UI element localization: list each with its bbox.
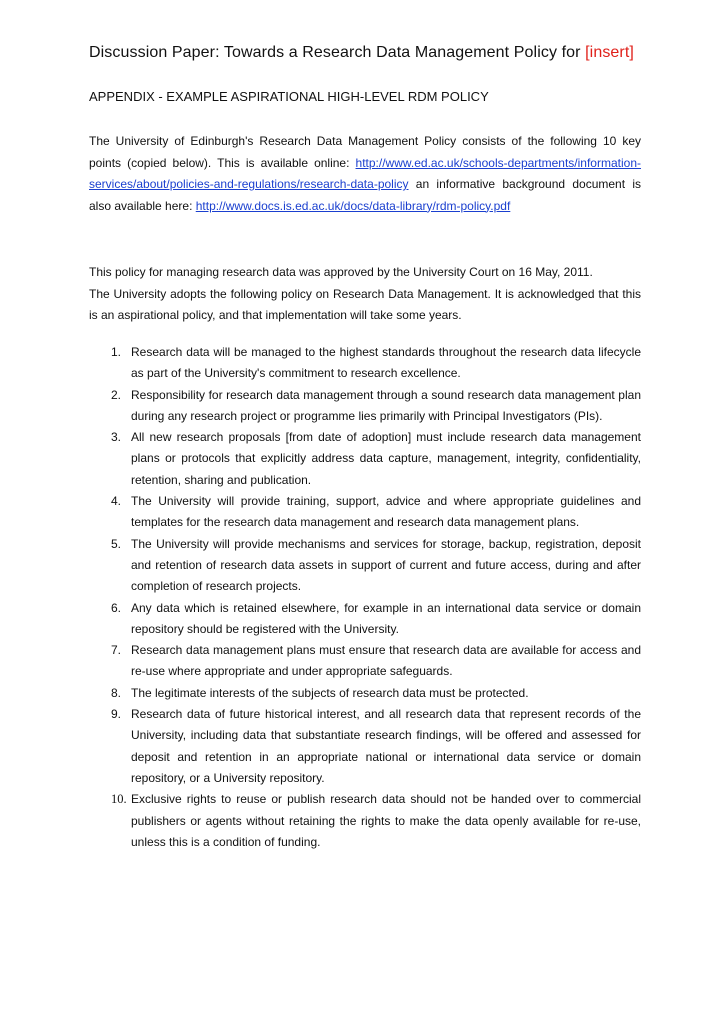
title-main-text: Discussion Paper: Towards a Research Data Management Policy for xyxy=(89,44,586,61)
policy-item xyxy=(89,704,641,789)
policy-item-text: Research data of future historical interest, and all research data that represent records of the University, including data that substantiate research findings, will be offered and assessed for deposit and retention in an appropriate national or international data service or domain repository, or a University repository. xyxy=(131,707,641,785)
policy-item-text: The University will provide training, support, advice and where appropriate guidelines and templates for the research data management and research data management plans. xyxy=(131,494,641,530)
appendix-heading: APPENDIX - EXAMPLE ASPIRATIONAL HIGH-LEVEL RDM POLICY xyxy=(89,89,489,104)
policy-item-text: Research data will be managed to the highest standards throughout the research data lifecycle as part of the University's commitment to research excellence. xyxy=(131,345,641,381)
policy-item xyxy=(89,534,641,598)
policy-item-text: The University will provide mechanisms and services for storage, backup, registration, deposit and retention of research data assets in support of current and future access, during and after completion of research projects. xyxy=(131,536,641,594)
policy-item-number: 1. xyxy=(111,345,122,359)
policy-item-number: 6. xyxy=(111,600,122,615)
policy-link[interactable]: http://www.ed.ac.uk/schools-departments/information-services/about/policies-and-regulations/research-data-policy xyxy=(89,155,641,191)
policy-item xyxy=(89,427,641,491)
policy-item xyxy=(89,683,641,704)
adoption-statement: The University adopts the following policy on Research Data Management. It is acknowledged that this is an aspirational policy, and that implementation will take some years. xyxy=(89,286,641,322)
policy-item-text: Exclusive rights to reuse or publish research data should not be handed over to commercial publishers or agents without retaining the rights to make the data openly available for re-use, unless this is a condition of funding. xyxy=(131,792,641,849)
intro-text-1: The University of Edinburgh's Research Data Management Policy consists of the following 10 key points (copied below). This is available online: xyxy=(89,134,641,170)
policy-item-text: Responsibility for research data management through a sound research data management plan during any research project or programme lies primarily with Principal Investigators (PIs). xyxy=(131,387,641,423)
policy-list xyxy=(89,342,641,853)
policy-item-number: 7. xyxy=(111,643,122,658)
policy-item xyxy=(89,385,641,428)
policy-item xyxy=(89,598,641,641)
approval-line: This policy for managing research data was approved by the University Court on 16 May, 2011. xyxy=(89,265,593,279)
policy-item xyxy=(89,640,641,683)
policy-item-text: Any data which is retained elsewhere, for example in an international data service or domain repository should be registered with the University. xyxy=(131,600,641,636)
policy-item-number: 9. xyxy=(111,707,122,722)
policy-item-number: 5. xyxy=(111,536,122,551)
policy-item-text: Research data management plans must ensure that research data are available for access and re-use where appropriate and under appropriate safeguards. xyxy=(131,643,641,679)
intro-paragraph xyxy=(89,131,641,217)
background-document-link[interactable]: http://www.docs.is.ed.ac.uk/docs/data-library/rdm-policy.pdf xyxy=(195,198,511,213)
policy-item xyxy=(89,342,641,385)
title-insert-placeholder: [insert] xyxy=(585,44,634,61)
policy-item xyxy=(89,491,641,534)
policy-item-number: 4. xyxy=(111,494,122,509)
policy-item-number: 2. xyxy=(111,387,122,402)
policy-item-text: All new research proposals [from date of adoption] must include research data management plans or protocols that explicitly address data capture, management, integrity, confidentiality, retention, sharing and publication. xyxy=(131,430,641,487)
policy-item-text: The legitimate interests of the subjects of research data must be protected. xyxy=(131,685,529,700)
page-title xyxy=(89,44,649,62)
policy-item-number: 3. xyxy=(111,430,122,445)
policy-item-number: 10. xyxy=(111,792,127,807)
approval-paragraph xyxy=(89,262,641,327)
intro-text-2: an informative background document is also available here: xyxy=(89,177,641,213)
policy-item-number: 8. xyxy=(111,685,122,700)
policy-item xyxy=(89,789,641,853)
